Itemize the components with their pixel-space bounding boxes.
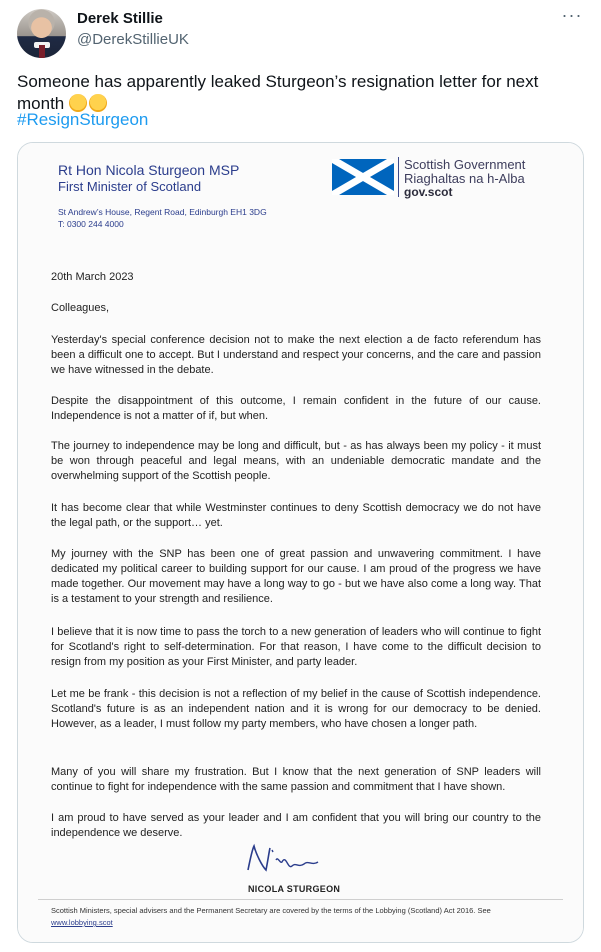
letter-telephone: T: 0300 244 4000 xyxy=(58,219,124,229)
tweet-media[interactable] xyxy=(17,142,584,943)
hashtag-link[interactable]: #ResignSturgeon xyxy=(17,110,149,129)
letter-address: St Andrew’s House, Regent Road, Edinburgh EH1 3DG xyxy=(58,207,267,217)
letter-paragraph-2: Despite the disappointment of this outcome, I remain confident in the future of our cause. Independence is not a matter of if, but when. xyxy=(51,395,541,422)
footer-text: Scottish Ministers, special advisers and the Permanent Secretary are covered by the terms of the Lobbying (Scotland) Act 2016. See xyxy=(51,906,491,915)
author-handle[interactable]: @DerekStillieUK xyxy=(77,31,189,48)
gov-name: Scottish Government xyxy=(404,157,526,172)
footer-divider xyxy=(38,899,563,900)
letter-paragraph-8: Many of you will share my frustration. But I know that the next generation of SNP leaders will continue to fight for independence with the same passion and commitment that I have shown. xyxy=(51,766,541,793)
letter-sender-title: First Minister of Scotland xyxy=(58,179,202,194)
letter-paragraph-4: It has become clear that while Westminster continues to deny Scottish democracy we do not have the legal path, or the support… yet. xyxy=(51,502,541,529)
letter-paragraph-1: Yesterday's special conference decision not to make the next election a de facto referendum has been a difficult one to accept. But I understand and respect your concerns, and the care and passion we have witnessed in the debate. xyxy=(51,334,541,376)
tweet-text-body: Someone has apparently leaked Sturgeon’s resignation letter for next month xyxy=(17,72,539,113)
letter-sender-name: Rt Hon Nicola Sturgeon MSP xyxy=(58,162,240,178)
letter-paragraph-7: Let me be frank - this decision is not a reflection of my belief in the cause of Scottish independence. Scotland's future is as an independent nation and it is wrong for our democracy to be denied. However, as a leader, I must follow my party members, who have chosen a longer path. xyxy=(51,688,541,730)
tweet-text xyxy=(17,71,587,115)
letter-paragraph-5: My journey with the SNP has been one of great passion and unwavering commitment. I have dedicated my political career to building support for our cause. I am proud of the progress we have made together. Our movement may have a long way to go - but we have also come a long way. That is a testament to your strength and resilience. xyxy=(51,548,541,605)
author-name[interactable]: Derek Stillie xyxy=(77,10,163,27)
letter-salutation: Colleagues, xyxy=(51,302,110,314)
gov-divider xyxy=(398,157,399,197)
letter-date: 20th March 2023 xyxy=(51,271,134,283)
letter-paragraph-3: The journey to independence may be long and difficult, but - as has always been my policy - it must be won through peaceful and legal means, with an undeniable democratic mandate and the overwhelming support of the Scottish people. xyxy=(51,440,541,482)
saltire-flag-icon xyxy=(332,159,394,195)
letter-footer xyxy=(51,905,551,929)
gov-site: gov.scot xyxy=(404,185,453,199)
letter-image xyxy=(18,143,583,942)
avatar[interactable] xyxy=(17,9,66,58)
signature-name: NICOLA STURGEON xyxy=(248,884,341,894)
signature-image xyxy=(242,840,352,878)
more-options-icon[interactable]: ··· xyxy=(561,5,583,25)
avatar-tie xyxy=(39,45,45,58)
letter-paragraph-9: I am proud to have served as your leader and I am confident that you will bring our country to the independence we deserve. xyxy=(51,812,541,839)
gov-gaelic-name: Riaghaltas na h-Alba xyxy=(404,171,525,186)
letter-paragraph-6: I believe that it is now time to pass the torch to a new generation of leaders who will continue to fight for Scotland's right to self-determination. For that reason, I have come to the difficult decision to resign from my position as your First Minister, and party leader. xyxy=(51,626,541,668)
lobbying-link: www.lobbying.scot xyxy=(51,918,113,927)
